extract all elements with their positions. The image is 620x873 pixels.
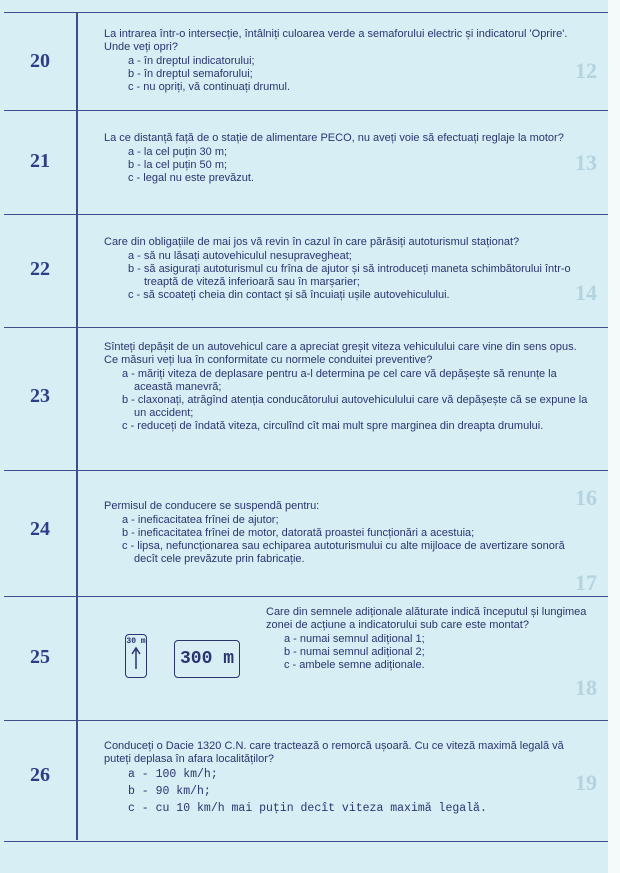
question-number: 22 [30,258,50,280]
answer-option[interactable]: a - 100 km/h; [128,768,218,781]
question-row [4,12,608,111]
bleed-through-decor: 17 [575,570,597,595]
bleed-through-decor: 14 [575,280,597,305]
question-body [104,341,588,433]
question-text: Conduceți o Dacie 1320 C.N. care tractează o remorcă ușoară. Cu ce viteză maximă legală vă puteți deplasa în afara localităților? [104,740,564,765]
answer-option[interactable]: b - ineficacitatea frînei de motor, datorată proastei funcționări a acestuia; [122,527,475,539]
question-text: Permisul de conducere se suspendă pentru: [104,500,320,512]
question-body [104,740,588,815]
question-text: Care din obligațiile de mai jos vă revin în cazul în care părăsiți autoturismul staționat? [104,236,520,248]
answer-option[interactable]: a - la cel puțin 30 m; [128,146,228,158]
question-row [4,596,608,721]
bleed-through-decor: 19 [575,770,597,795]
additional-sign-1 [125,634,147,678]
question-number: 26 [30,764,50,786]
question-number: 25 [30,646,50,668]
answer-option[interactable]: b - 90 km/h; [128,785,211,798]
answer-option[interactable]: c - ambele semne adiționale. [284,659,425,671]
answer-option[interactable]: a - numai semnul adițional 1; [284,633,425,645]
bleed-through-decor: 16 [575,485,597,510]
answer-option[interactable]: a - măriți viteza de deplasare pentru a-l determina pe cel care vă depășește să renunțe la această manevră; [122,368,557,393]
question-body [104,500,588,566]
bleed-through-decor: 18 [575,675,597,700]
column-divider [76,12,78,840]
question-body [104,236,588,302]
answer-option[interactable]: b - claxonați, atrăgînd atenția conducătorului autovehiculului care vă depășește că se expune la un accident; [122,394,588,419]
question-number: 23 [30,385,50,407]
answer-option[interactable]: c - reduceți de îndată viteza, circulînd cît mai mult spre marginea din dreapta drumului. [122,420,544,432]
answer-option[interactable]: b - în dreptul semaforului; [128,68,253,80]
answer-option[interactable]: b - la cel puțin 50 m; [128,159,228,171]
additional-sign-2 [174,640,240,678]
question-number: 20 [30,50,50,72]
bleed-through-decor: 12 [575,58,597,83]
question-row [4,327,608,471]
question-row [4,720,608,840]
bleed-through-decor: 13 [575,150,597,175]
answer-option[interactable]: c - lipsa, nefuncționarea sau echiparea autoturismului cu alte mijloace de avertizare sonoră decît cele prevăzute prin fabricație. [122,540,565,565]
question-row [4,110,608,215]
question-body [104,28,588,94]
question-body [266,606,588,672]
answer-option[interactable]: a - ineficacitatea frînei de ajutor; [122,514,279,526]
answer-option[interactable]: c - legal nu este prevăzut. [128,172,254,184]
answer-option[interactable]: b - să asigurați autoturismul cu frîna de ajutor și să introduceți maneta schimbătorului într-o treaptă de viteză inferioară sau în marșarier; [128,263,571,288]
question-text: Care din semnele adiționale alăturate indică începutul și lungimea zonei de acțiune a indicatorului sub care este montat? [266,606,587,631]
question-row [4,470,608,597]
question-text: La intrarea într-o intersecție, întâlniți culoarea verde a semaforului electric și indicatorul 'Oprire'. Unde veți opri? [104,28,568,53]
sign-distance-label: 30 m [126,637,146,646]
answer-option[interactable]: c - să scoateți cheia din contact și să încuiați ușile autovehiculului. [128,289,450,301]
question-text: Sînteți depășit de un autovehicul care a apreciat greșit viteza vehiculului care vine din sens opus. Ce măsuri veți lua în conformitate cu normele conduitei preventive? [104,341,577,366]
question-number: 24 [30,518,50,540]
answer-option[interactable]: a - în dreptul indicatorului; [128,55,255,67]
answer-option[interactable]: c - nu opriți, vă continuați drumul. [128,81,291,93]
question-body [104,132,588,185]
arrow-up-icon [130,646,142,670]
question-text: La ce distanță față de o stație de alimentare PECO, nu aveți voie să efectuați reglaje la motor? [104,132,564,144]
question-row [4,214,608,328]
page-edge [608,0,620,873]
answer-option[interactable]: c - cu 10 km/h mai puțin decît viteza maximă legală. [128,802,487,815]
question-number: 21 [30,150,50,172]
answer-option[interactable]: a - să nu lăsați autovehiculul nesupravegheat; [128,250,352,262]
answer-option[interactable]: b - numai semnul adițional 2; [284,646,425,658]
sign-length-label: 300 m [179,649,234,669]
